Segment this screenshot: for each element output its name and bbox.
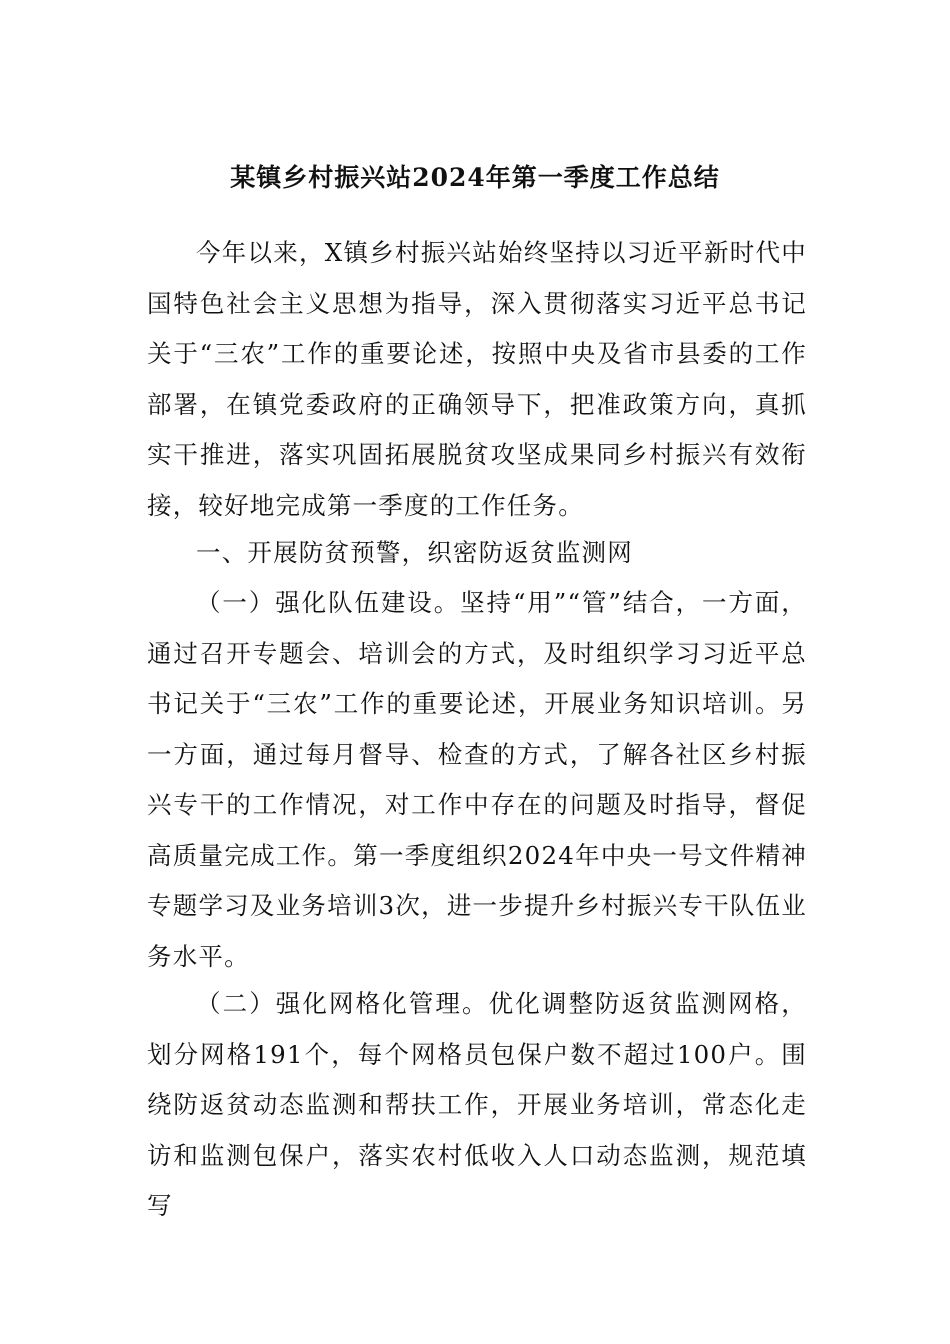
document-title: 某镇乡村振兴站2024年第一季度工作总结 bbox=[230, 163, 720, 192]
subsection-paragraph-1: （一）强化队伍建设。坚持“用”“管”结合，一方面，通过召开专题会、培训会的方式，及时组织学习习近平总书记关于“三农”工作的重要论述，开展业务知识培训。另一方面，通过每月督导、检查的方式，了解各社区乡村振兴专干的工作情况，对工作中存在的问题及时指导，督促高质量完成工作。第一季度组织2024年中央一号文件精神专题学习及业务培训3次，进一步提升乡村振兴专干队伍业务水平。 bbox=[147, 588, 807, 971]
section-heading-1: 一、开展防贫预警，织密防返贫监测网 bbox=[196, 538, 633, 567]
subsection-paragraph-2: （二）强化网格化管理。优化调整防返贫监测网格，划分网格191个，每个网格员包保户数不超过100户。围绕防返贫动态监测和帮扶工作，开展业务培训，常态化走访和监测包保户，落实农村低收入人口动态监测，规范填写 bbox=[147, 989, 807, 1220]
intro-paragraph: 今年以来，X镇乡村振兴站始终坚持以习近平新时代中国特色社会主义思想为指导，深入贯彻落实习近平总书记关于“三农”工作的重要论述，按照中央及省市县委的工作部署，在镇党委政府的正确领导下，把准政策方向，真抓实干推进，落实巩固拓展脱贫攻坚成果同乡村振兴有效衔接，较好地完成第一季度的工作任务。 bbox=[147, 238, 807, 520]
